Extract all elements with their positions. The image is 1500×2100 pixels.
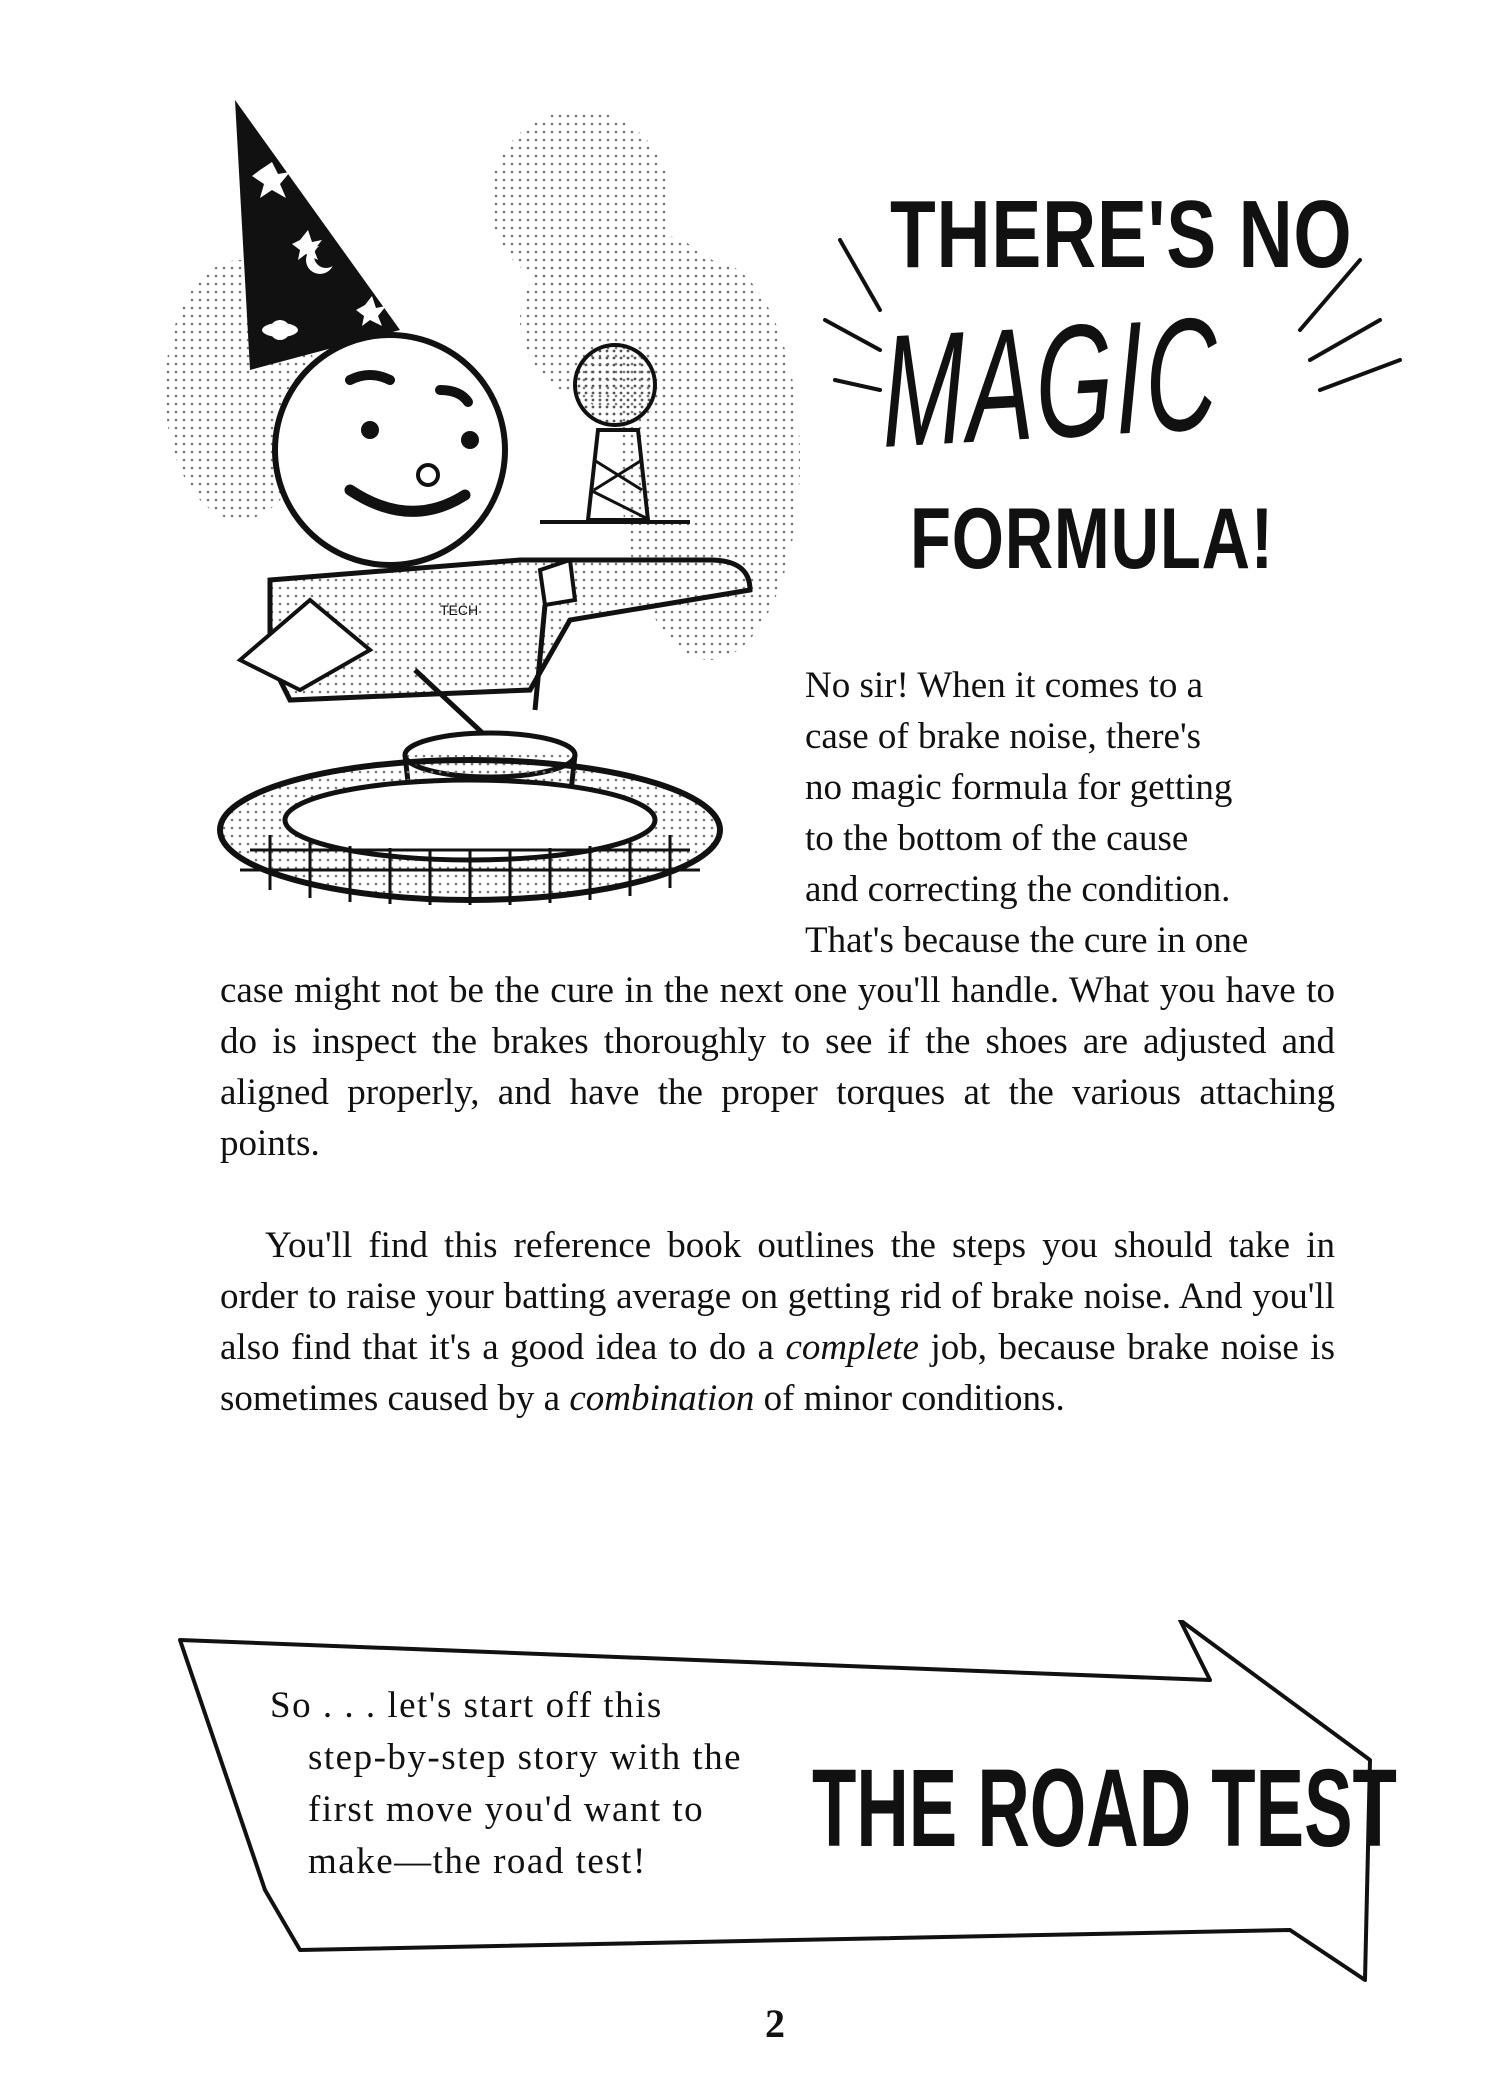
heading-magic: MAGIC [880, 282, 1222, 481]
banner-text [270, 1680, 800, 1888]
banner-line: step-by-step story with the [308, 1737, 743, 1778]
intro-paragraph-continued: case might not be the cure in the next one you'll handle. What you have to do is inspect the brakes thoroughly to see if the shoes are adjusted and aligned properly, and have the proper torques at the various attaching points. [220, 970, 1335, 1164]
text-segment: of minor conditions. [754, 1378, 1065, 1419]
banner-line: So . . . let's start off this [270, 1685, 663, 1726]
text-line: No sir! When it comes to a [805, 665, 1204, 706]
page-number: 2 [765, 2001, 785, 2046]
text-line: no magic formula for getting [805, 767, 1233, 808]
banner-line: make—the road test! [308, 1841, 647, 1882]
shirt-text: TECH [440, 602, 479, 618]
text-segment: job, because brake noise is sometimes caused by a [220, 1327, 1335, 1419]
heading-line-1: THERE'S NO [890, 181, 1353, 288]
banner-line: first move you'd want to [308, 1789, 705, 1830]
heading-line-3: FORMULA! [910, 491, 1274, 587]
text-line: case of brake noise, there's [805, 716, 1202, 757]
banner-title: THE ROAD TEST [812, 1747, 1397, 1870]
wizard-mascot-illustration [150, 90, 820, 950]
second-paragraph [220, 1220, 1335, 1424]
emphasis-combination: combination [569, 1378, 755, 1419]
text-segment: You'll find this reference book outlines the steps you should take in order to raise your batting average on getting rid of brake noise. And you'll also find that it's a good idea to do a [220, 1225, 1335, 1368]
text-line: and correcting the condition. [805, 869, 1231, 910]
emphasis-complete: complete [785, 1327, 919, 1368]
intro-paragraph-wrapped [805, 660, 1335, 966]
text-line: That's because the cure in one [805, 920, 1249, 961]
text-line: to the bottom of the cause [805, 818, 1189, 859]
